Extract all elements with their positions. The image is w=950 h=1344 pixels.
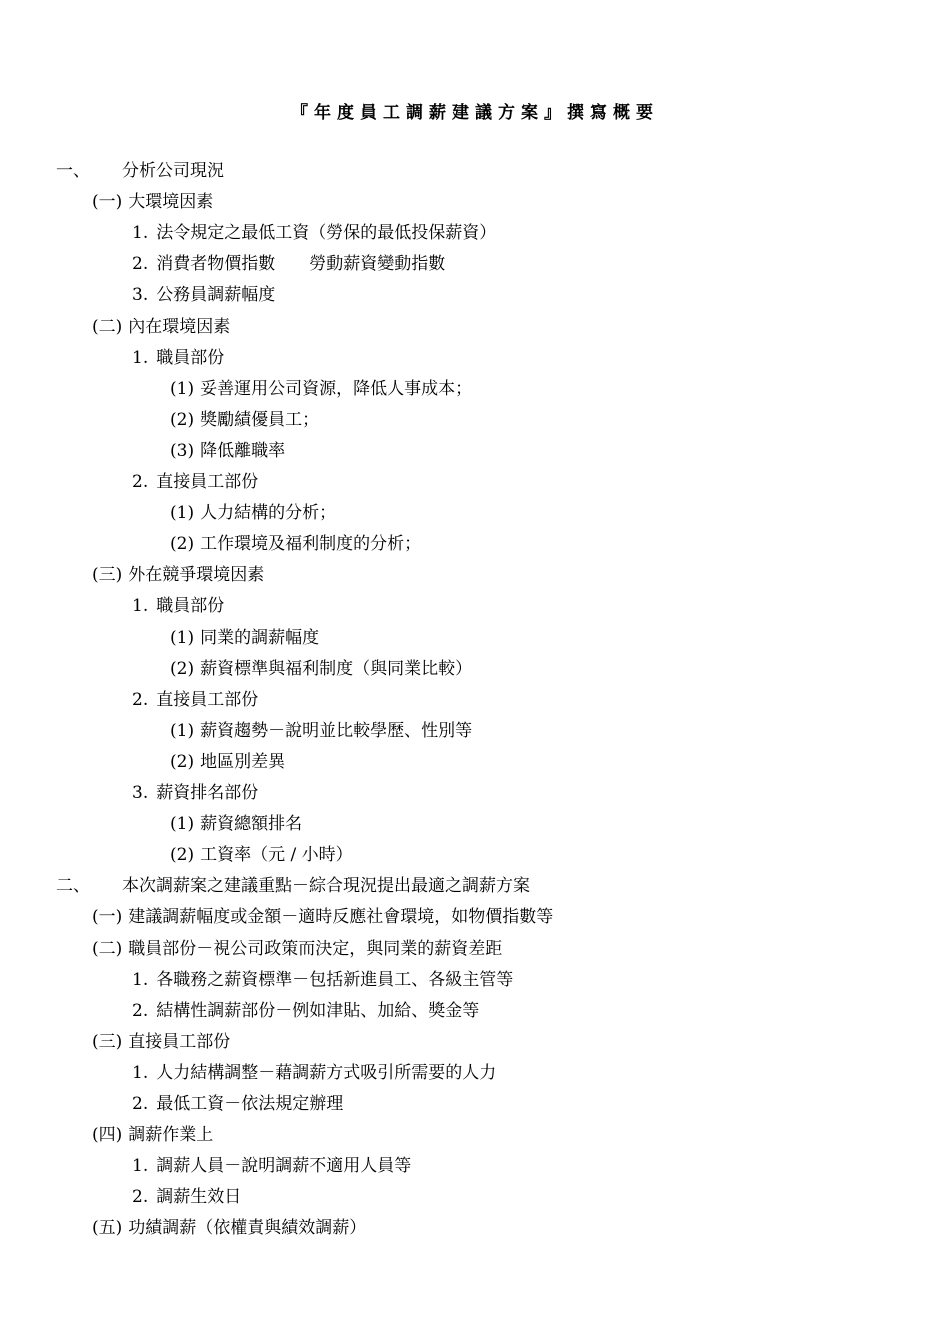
- outline-item-level-1: [92, 1215, 366, 1241]
- item-text: 人力結構調整－藉調薪方式吸引所需要的人力: [156, 1062, 497, 1083]
- item-number: 2.: [132, 689, 149, 710]
- item-text: 外在競爭環境因素: [128, 565, 265, 586]
- outline-item-level-0: [56, 873, 530, 899]
- outline-item-level-2: [132, 220, 496, 246]
- item-number: (3): [170, 440, 195, 461]
- item-text-secondary: 勞動薪資變動指數: [309, 254, 446, 275]
- outline-item-level-2: [132, 1060, 496, 1086]
- item-text: 內在環境因素: [128, 316, 231, 337]
- item-text: 地區別差異: [200, 751, 286, 772]
- item-text: 功績調薪（依權責與績效調薪）: [128, 1218, 367, 1239]
- outline-item-level-1: [92, 1122, 213, 1148]
- item-number: (二): [92, 316, 123, 337]
- item-text: 薪資趨勢－說明並比較學歷、性別等: [200, 720, 473, 741]
- item-text: 薪資總額排名: [200, 814, 303, 835]
- item-number: 1.: [132, 596, 149, 617]
- item-text: 職員部份－視公司政策而決定，與同業的薪資差距: [128, 938, 503, 959]
- outline-item-level-1: [92, 1029, 230, 1055]
- item-number: (2): [170, 845, 195, 866]
- item-number: 3.: [132, 285, 149, 306]
- item-text: 直接員工部份: [156, 472, 259, 492]
- item-number: (1): [170, 814, 195, 835]
- document-title: 『年度員工調薪建議方案』撰寫概要: [291, 103, 659, 123]
- item-text: 本次調薪案之建議重點－綜合現況提出最適之調薪方案: [122, 876, 530, 897]
- item-number: 1.: [132, 969, 149, 990]
- outline-item-level-3: [170, 407, 319, 433]
- item-number: (1): [170, 378, 195, 399]
- item-number: 一、: [56, 161, 90, 181]
- item-text: 工資率（元 / 小時）: [200, 845, 353, 866]
- outline-item-level-2: [132, 345, 224, 371]
- item-number: 1.: [132, 1062, 149, 1083]
- outline-item-level-2: [132, 282, 275, 308]
- item-number: (1): [170, 720, 195, 741]
- item-text: 消費者物價指數: [156, 254, 276, 275]
- item-text: 職員部份: [156, 347, 225, 368]
- outline-item-level-1: [92, 904, 553, 930]
- item-number: 2.: [132, 1000, 149, 1021]
- item-number: (一): [92, 192, 123, 213]
- item-text: 薪資排名部份: [156, 783, 259, 803]
- outline-item-level-3: [170, 718, 472, 744]
- outline-item-level-3: [170, 376, 472, 402]
- outline-item-level-3: [170, 625, 319, 651]
- outline-item-level-1: [92, 562, 264, 588]
- item-number: 1.: [132, 347, 149, 368]
- item-text: 大環境因素: [128, 192, 214, 213]
- outline-item-level-2: [132, 687, 258, 713]
- item-text: 薪資標準與福利制度（與同業比較）: [200, 658, 473, 679]
- item-text: 降低離職率: [200, 440, 286, 461]
- outline-item-level-2: [132, 1184, 241, 1210]
- item-number: (二): [92, 938, 123, 959]
- item-text: 法令規定之最低工資（勞保的最低投保薪資）: [156, 223, 497, 244]
- outline-item-level-1: [92, 936, 502, 962]
- item-number: 2.: [132, 1094, 149, 1114]
- item-text: 獎勵績優員工；: [200, 409, 320, 430]
- item-number: (2): [170, 534, 195, 555]
- outline-item-level-2: [132, 251, 445, 277]
- item-number: (1): [170, 627, 195, 648]
- outline-item-level-1: [92, 189, 213, 215]
- item-text: 調薪作業上: [128, 1125, 214, 1146]
- item-text: 工作環境及福利制度的分析；: [200, 534, 422, 555]
- item-number: (2): [170, 751, 195, 772]
- outline-item-level-2: [132, 1153, 411, 1179]
- item-number: (2): [170, 658, 195, 679]
- outline-item-level-3: [170, 500, 336, 526]
- item-number: (三): [92, 1031, 123, 1052]
- item-number: (四): [92, 1125, 123, 1146]
- item-number: 1.: [132, 1156, 149, 1177]
- outline-item-level-3: [170, 656, 472, 682]
- outline-item-level-1: [92, 314, 230, 340]
- item-text: 結構性調薪部份－例如津貼、加給、獎金等: [156, 1000, 480, 1021]
- outline-item-level-2: [132, 1091, 343, 1117]
- outline-item-level-2: [132, 593, 224, 619]
- item-text: 人力結構的分析；: [200, 503, 337, 524]
- item-text: 最低工資－依法規定辦理: [156, 1094, 344, 1114]
- item-text: 各職務之薪資標準－包括新進員工、各級主管等: [156, 969, 514, 990]
- outline-item-level-3: [170, 438, 285, 464]
- outline-item-level-2: [132, 967, 513, 993]
- outline-item-level-2: [132, 469, 258, 495]
- item-number: (五): [92, 1218, 123, 1239]
- item-number: (一): [92, 907, 123, 928]
- item-number: (2): [170, 409, 195, 430]
- item-number: 2.: [132, 254, 149, 275]
- item-number: 2.: [132, 472, 149, 492]
- item-text: 調薪人員－說明調薪不適用人員等: [156, 1156, 412, 1177]
- item-text: 直接員工部份: [156, 689, 259, 710]
- item-text: 分析公司現況: [122, 161, 224, 181]
- item-text: 建議調薪幅度或金額－適時反應社會環境，如物價指數等: [128, 907, 554, 928]
- item-number: (1): [170, 503, 195, 524]
- outline-item-level-2: [132, 998, 479, 1024]
- outline-item-level-3: [170, 811, 302, 837]
- item-number: (三): [92, 565, 123, 586]
- outline-item-level-0: [56, 158, 224, 184]
- item-number: 2.: [132, 1187, 149, 1208]
- outline-item-level-3: [170, 842, 353, 868]
- item-number: 1.: [132, 223, 149, 244]
- outline-item-level-3: [170, 531, 421, 557]
- item-text: 公務員調薪幅度: [156, 285, 276, 306]
- outline-item-level-3: [170, 749, 285, 775]
- item-text: 職員部份: [156, 596, 225, 617]
- item-text: 同業的調薪幅度: [200, 627, 320, 648]
- item-text: 直接員工部份: [128, 1031, 231, 1052]
- item-number: 二、: [56, 876, 90, 897]
- item-text: 調薪生效日: [156, 1187, 242, 1208]
- item-number: 3.: [132, 783, 149, 803]
- outline-item-level-2: [132, 780, 258, 806]
- item-text: 妥善運用公司資源，降低人事成本；: [200, 378, 473, 399]
